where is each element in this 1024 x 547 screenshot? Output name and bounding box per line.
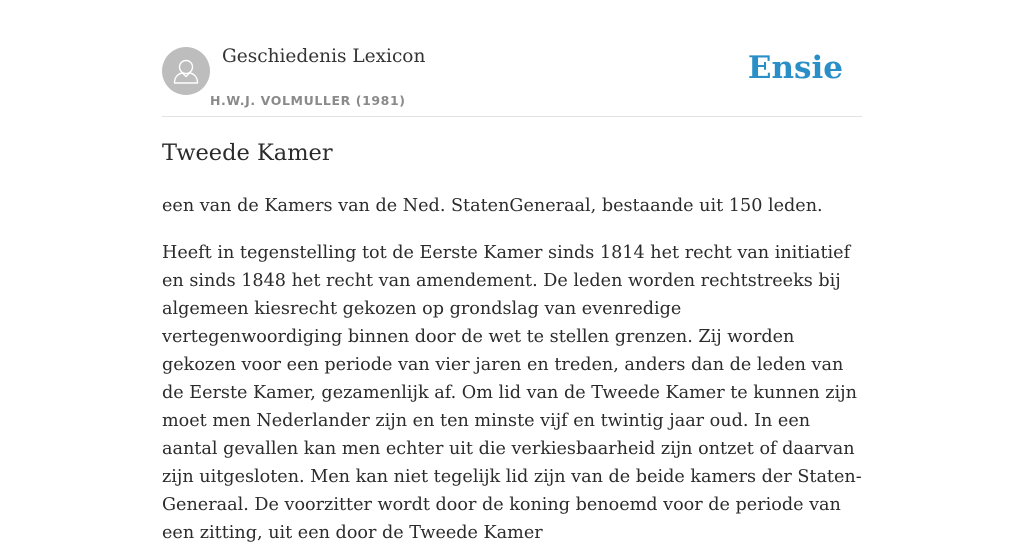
entry-title: Tweede Kamer <box>162 140 333 166</box>
entry-paragraph: Heeft in tegenstelling tot de Eerste Kamer sinds 1814 het recht van initiatief en sinds 1848 het recht van amendement. De leden worden rechtstreeks bij algemeen kiesrecht gekozen op grondslag van evenredige vertegenwoordiging binnen door de wet te stellen grenzen. Zij worden gekozen voor een periode van vier jaren en treden, anders dan de leden van de Eerste Kamer, gezamenlijk af. Om lid van de Tweede Kamer te kunnen zijn moet men Nederlander zijn en ten minste vijf en twintig jaar oud. In een aantal gevallen kan men echter uit die verkiesbaarheid zijn ontzet of daarvan zijn uitgesloten. Men kan niet tegelijk lid zijn van de beide kamers der Staten-Generaal. De voorzitter wordt door de koning benoemd voor de periode van een zitting, uit een door de Tweede Kamer <box>162 243 862 543</box>
entry-lead-paragraph: een van de Kamers van de Ned. StatenGeneraal, bestaande uit 150 leden. <box>162 196 823 216</box>
page-container <box>162 0 862 543</box>
user-icon <box>162 47 210 95</box>
lexicon-author[interactable]: H.W.J. VOLMULLER (1981) <box>210 93 406 108</box>
ensie-logo[interactable]: Ensie <box>747 50 843 86</box>
lexicon-title[interactable]: Geschiedenis Lexicon <box>222 46 426 67</box>
avatar[interactable] <box>162 47 210 95</box>
entry-body <box>162 192 862 547</box>
lexicon-header <box>162 0 862 117</box>
